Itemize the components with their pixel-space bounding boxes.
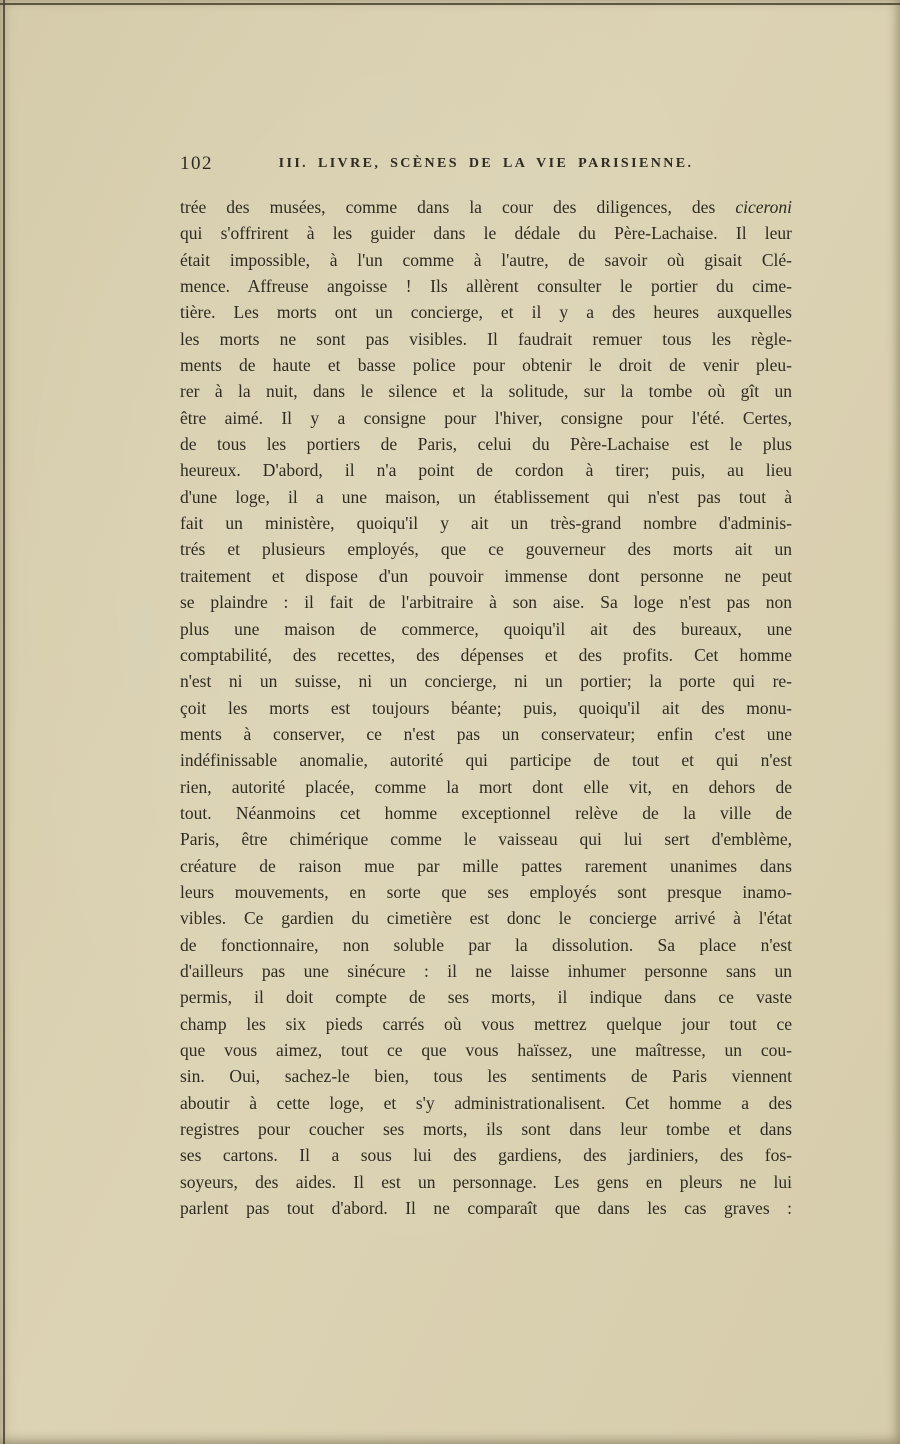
text-line: vibles. Ce gardien du cimetière est donc le concierge arrivé à l'état xyxy=(180,908,792,929)
text-block xyxy=(180,152,792,1221)
text-line: fait un ministère, quoiqu'il y ait un très-grand nombre d'adminis- xyxy=(180,513,792,534)
text-line: çoit les morts est toujours béante; puis, quoiqu'il ait des monu- xyxy=(180,697,792,718)
text-line: de fonctionnaire, non soluble par la dissolution. Sa place n'est xyxy=(180,934,792,955)
text-line: sin. Oui, sachez-le bien, tous les sentiments de Paris viennent xyxy=(180,1066,792,1087)
text-line: n'est ni un suisse, ni un concierge, ni un portier; la porte qui re- xyxy=(180,671,792,692)
text-line: créature de raison mue par mille pattes rarement unanimes dans xyxy=(180,855,792,876)
text-line: heureux. D'abord, il n'a point de cordon à tirer; puis, au lieu xyxy=(180,460,792,481)
text-line: ments à conserver, ce n'est pas un conservateur; enfin c'est une xyxy=(180,723,792,744)
text-line: plus une maison de commerce, quoiqu'il ait des bureaux, une xyxy=(180,618,792,639)
text-line: Paris, être chimérique comme le vaisseau qui lui sert d'emblème, xyxy=(180,829,792,850)
text-line: de tous les portiers de Paris, celui du Père-Lachaise est le plus xyxy=(180,434,792,455)
text-line: ments de haute et basse police pour obtenir le droit de venir pleu- xyxy=(180,355,792,376)
text-line: mence. Affreuse angoisse ! Ils allèrent consulter le portier du cime- xyxy=(180,276,792,297)
page-header xyxy=(180,152,792,178)
text-line: rer à la nuit, dans le silence et la solitude, sur la tombe où gît un xyxy=(180,381,792,402)
text-line-first xyxy=(180,194,792,220)
text-line: leurs mouvements, en sorte que ses employés sont presque inamo- xyxy=(180,881,792,902)
text-line: registres pour coucher ses morts, ils sont dans leur tombe et dans xyxy=(180,1119,792,1140)
scan-edge-top xyxy=(0,3,900,5)
text-line: rien, autorité placée, comme la mort dont elle vit, en dehors de xyxy=(180,776,792,797)
text-line: permis, il doit compte de ses morts, il indique dans ce vaste xyxy=(180,987,792,1008)
scan-edge-left xyxy=(3,0,5,1444)
text-line: les morts ne sont pas visibles. Il faudrait remuer tous les règle- xyxy=(180,328,792,349)
text-segment: trée des musées, comme dans la cour des diligences, des xyxy=(180,197,736,217)
body-text xyxy=(180,194,792,1221)
text-line: aboutir à cette loge, et s'y administrationalisent. Cet homme a des xyxy=(180,1092,792,1113)
text-line: comptabilité, des recettes, des dépenses et des profits. Cet homme xyxy=(180,644,792,665)
text-line: se plaindre : il fait de l'arbitraire à son aise. Sa loge n'est pas non xyxy=(180,592,792,613)
text-line: soyeurs, des aides. Il est un personnage. Les gens en pleurs ne lui xyxy=(180,1171,792,1192)
text-line: champ les six pieds carrés où vous mettrez quelque jour tout ce xyxy=(180,1013,792,1034)
text-line: ses cartons. Il a sous lui des gardiens, des jardiniers, des fos- xyxy=(180,1145,792,1166)
text-line: parlent pas tout d'abord. Il ne comparaît que dans les cas graves : xyxy=(180,1198,792,1219)
text-line: trés et plusieurs employés, que ce gouverneur des morts ait un xyxy=(180,539,792,560)
text-line: être aimé. Il y a consigne pour l'hiver, consigne pour l'été. Certes, xyxy=(180,407,792,428)
text-line: était impossible, à l'un comme à l'autre, de savoir où gisait Clé- xyxy=(180,249,792,270)
italic-word-ciceroni: ciceroni xyxy=(735,197,792,217)
text-line: d'ailleurs pas une sinécure : il ne laisse inhumer personne sans un xyxy=(180,960,792,981)
running-title: III. LIVRE, SCÈNES DE LA VIE PARISIENNE. xyxy=(278,156,694,171)
text-line: traitement et dispose d'un pouvoir immense dont personne ne peut xyxy=(180,565,792,586)
page-number: 102 xyxy=(180,153,213,174)
text-line: tout. Néanmoins cet homme exceptionnel relève de la ville de xyxy=(180,802,792,823)
text-line: que vous aimez, tout ce que vous haïssez, une maîtresse, un cou- xyxy=(180,1040,792,1060)
text-line: d'une loge, il a une maison, un établissement qui n'est pas tout à xyxy=(180,486,792,507)
text-line: tière. Les morts ont un concierge, et il y a des heures auxquelles xyxy=(180,302,792,323)
text-line: indéfinissable anomalie, autorité qui participe de tout et qui n'est xyxy=(180,750,792,771)
text-line: qui s'offrirent à les guider dans le dédale du Père-Lachaise. Il leur xyxy=(180,223,792,244)
